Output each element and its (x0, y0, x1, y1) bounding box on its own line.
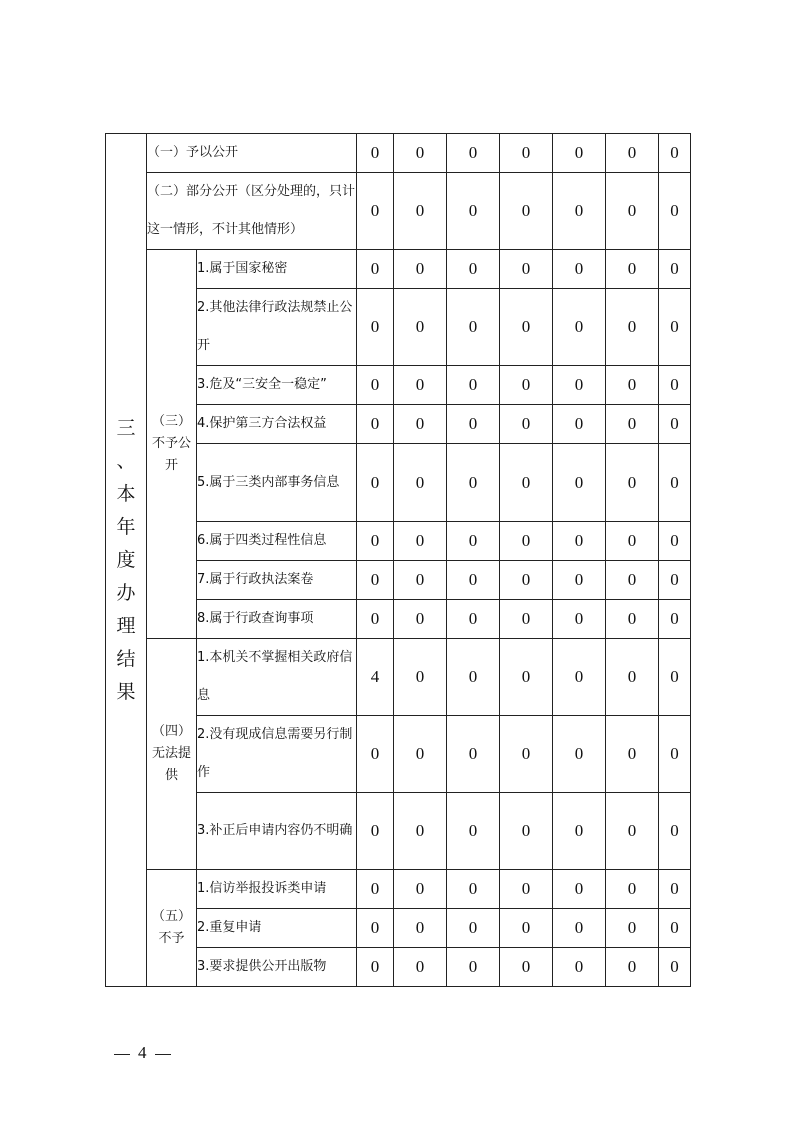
value-cell: 0 (500, 134, 553, 173)
row-label: 2.没有现成信息需要另行制作 (197, 716, 357, 793)
value-cell: 0 (394, 600, 447, 639)
value-cell: 0 (447, 444, 500, 522)
value-cell: 0 (394, 716, 447, 793)
value-cell: 0 (394, 948, 447, 987)
group-2-label: （二）部分公开（区分处理的，只计这一情形，不计其他情形） (147, 173, 357, 250)
value-cell: 0 (394, 561, 447, 600)
row-label: 2.其他法律行政法规禁止公开 (197, 289, 357, 366)
value-cell: 0 (553, 909, 606, 948)
value-cell: 0 (500, 909, 553, 948)
value-cell: 0 (357, 909, 394, 948)
value-cell: 0 (500, 561, 553, 600)
value-cell: 0 (447, 522, 500, 561)
value-cell: 0 (357, 561, 394, 600)
value-cell: 0 (659, 173, 691, 250)
row-label: 8.属于行政查询事项 (197, 600, 357, 639)
value-cell: 0 (553, 561, 606, 600)
row-label: 1.信访举报投诉类申请 (197, 870, 357, 909)
value-cell: 0 (394, 522, 447, 561)
row-label: 3.要求提供公开出版物 (197, 948, 357, 987)
value-cell: 0 (357, 173, 394, 250)
value-cell: 0 (394, 870, 447, 909)
value-cell: 0 (500, 250, 553, 289)
value-cell: 0 (659, 716, 691, 793)
value-cell: 0 (394, 444, 447, 522)
value-cell: 0 (394, 134, 447, 173)
table-row (106, 250, 691, 289)
row-label: 1.本机关不掌握相关政府信息 (197, 639, 357, 716)
value-cell: 0 (394, 289, 447, 366)
value-cell: 0 (553, 639, 606, 716)
value-cell: 0 (659, 444, 691, 522)
value-cell: 0 (500, 948, 553, 987)
value-cell: 0 (500, 289, 553, 366)
value-cell: 0 (553, 600, 606, 639)
table-row (106, 639, 691, 716)
row-label: 7.属于行政执法案卷 (197, 561, 357, 600)
value-cell: 0 (553, 134, 606, 173)
value-cell: 0 (357, 134, 394, 173)
value-cell: 0 (606, 870, 659, 909)
value-cell: 0 (447, 909, 500, 948)
value-cell: 0 (606, 716, 659, 793)
value-cell: 0 (659, 289, 691, 366)
value-cell: 0 (606, 173, 659, 250)
value-cell: 0 (357, 600, 394, 639)
value-cell: 0 (500, 716, 553, 793)
row-label: 4.保护第三方合法权益 (197, 405, 357, 444)
value-cell: 0 (659, 909, 691, 948)
value-cell: 0 (394, 250, 447, 289)
value-cell: 0 (500, 793, 553, 870)
value-cell: 0 (357, 289, 394, 366)
value-cell: 0 (500, 600, 553, 639)
value-cell: 0 (357, 948, 394, 987)
value-cell: 0 (447, 639, 500, 716)
value-cell: 0 (659, 250, 691, 289)
value-cell: 0 (447, 289, 500, 366)
table-row (106, 173, 691, 250)
value-cell: 0 (394, 909, 447, 948)
value-cell: 0 (553, 173, 606, 250)
value-cell: 0 (659, 134, 691, 173)
value-cell: 0 (659, 870, 691, 909)
value-cell: 0 (553, 948, 606, 987)
value-cell: 0 (659, 639, 691, 716)
value-cell: 0 (659, 405, 691, 444)
value-cell: 0 (394, 173, 447, 250)
value-cell: 0 (394, 639, 447, 716)
value-cell: 0 (447, 870, 500, 909)
value-cell: 0 (606, 522, 659, 561)
row-label: 2.重复申请 (197, 909, 357, 948)
value-cell: 0 (447, 561, 500, 600)
value-cell: 0 (357, 444, 394, 522)
value-cell: 0 (447, 173, 500, 250)
value-cell: 0 (606, 405, 659, 444)
value-cell: 0 (553, 444, 606, 522)
table-row (106, 134, 691, 173)
value-cell: 0 (447, 366, 500, 405)
value-cell: 0 (500, 522, 553, 561)
value-cell: 0 (500, 173, 553, 250)
value-cell: 0 (447, 793, 500, 870)
value-cell: 0 (500, 870, 553, 909)
value-cell: 0 (447, 948, 500, 987)
value-cell: 0 (553, 716, 606, 793)
value-cell: 0 (357, 716, 394, 793)
page-number: 4 (106, 1043, 179, 1063)
value-cell: 0 (553, 522, 606, 561)
value-cell: 0 (606, 250, 659, 289)
group-3-label: （三）不予公开 (147, 250, 197, 639)
value-cell: 0 (447, 405, 500, 444)
value-cell: 0 (447, 716, 500, 793)
group-5-label: （五）不予 (147, 870, 197, 987)
value-cell: 0 (553, 870, 606, 909)
row-label: 5.属于三类内部事务信息 (197, 444, 357, 522)
value-cell: 0 (394, 366, 447, 405)
value-cell: 0 (447, 600, 500, 639)
value-cell: 0 (394, 405, 447, 444)
value-cell: 0 (606, 134, 659, 173)
value-cell: 0 (659, 522, 691, 561)
group-4-label: （四）无法提供 (147, 639, 197, 870)
value-cell: 0 (553, 289, 606, 366)
value-cell: 0 (606, 366, 659, 405)
value-cell: 0 (553, 405, 606, 444)
value-cell: 0 (606, 793, 659, 870)
value-cell: 0 (659, 366, 691, 405)
value-cell: 0 (659, 600, 691, 639)
value-cell: 0 (357, 793, 394, 870)
value-cell: 0 (606, 909, 659, 948)
disclosure-results-table (105, 133, 691, 987)
value-cell: 0 (500, 366, 553, 405)
value-cell: 0 (357, 250, 394, 289)
group-1-label: （一）予以公开 (147, 134, 357, 173)
row-label: 6.属于四类过程性信息 (197, 522, 357, 561)
row-label: 1.属于国家秘密 (197, 250, 357, 289)
value-cell: 0 (606, 600, 659, 639)
value-cell: 4 (357, 639, 394, 716)
value-cell: 0 (447, 134, 500, 173)
value-cell: 0 (553, 793, 606, 870)
row-label: 3.危及“三安全一稳定” (197, 366, 357, 405)
value-cell: 0 (606, 444, 659, 522)
value-cell: 0 (659, 561, 691, 600)
value-cell: 0 (357, 522, 394, 561)
table-row (106, 870, 691, 909)
value-cell: 0 (606, 289, 659, 366)
value-cell: 0 (659, 948, 691, 987)
value-cell: 0 (447, 250, 500, 289)
value-cell: 0 (357, 405, 394, 444)
value-cell: 0 (606, 639, 659, 716)
row-label: 3.补正后申请内容仍不明确 (197, 793, 357, 870)
value-cell: 0 (500, 444, 553, 522)
value-cell: 0 (553, 366, 606, 405)
value-cell: 0 (500, 405, 553, 444)
value-cell: 0 (606, 561, 659, 600)
value-cell: 0 (394, 793, 447, 870)
value-cell: 0 (659, 793, 691, 870)
value-cell: 0 (357, 366, 394, 405)
value-cell: 0 (357, 870, 394, 909)
value-cell: 0 (553, 250, 606, 289)
value-cell: 0 (606, 948, 659, 987)
value-cell: 0 (500, 639, 553, 716)
section-title: 三 、 本 年 度 办 理 结 果 (106, 134, 147, 987)
